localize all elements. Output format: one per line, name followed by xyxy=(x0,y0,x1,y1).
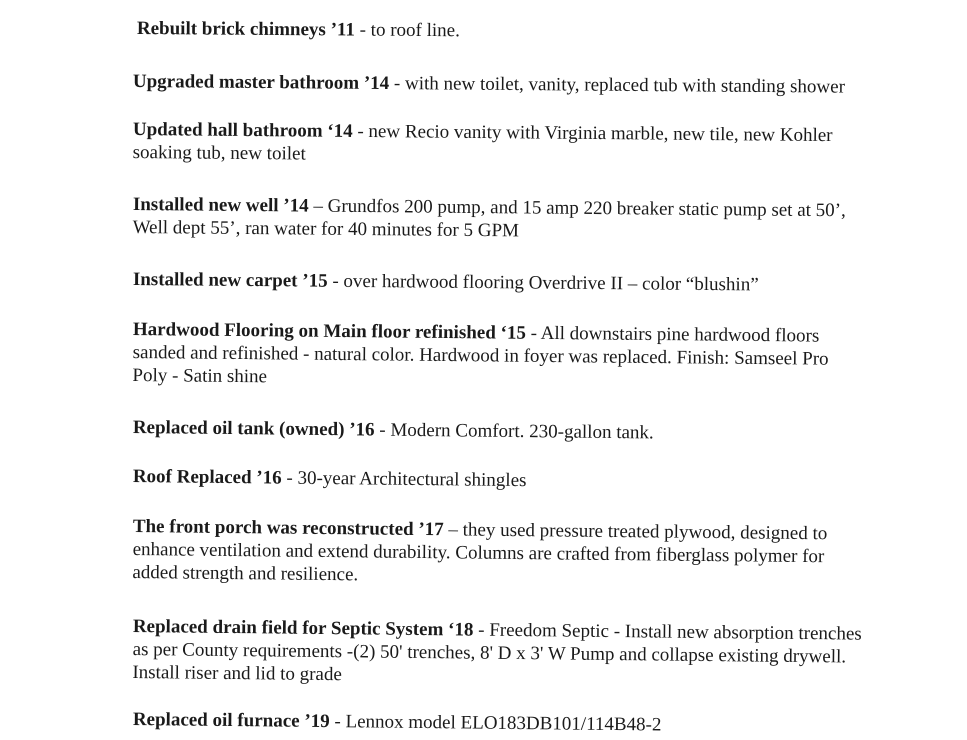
entry-title: Roof Replaced ’16 xyxy=(132,465,282,489)
entry-title: Replaced oil tank (owned) ’16 xyxy=(132,416,375,441)
entry-hall-bathroom xyxy=(133,118,963,171)
entry-title: Upgraded master bathroom ’14 xyxy=(132,70,390,95)
entry-drain-field xyxy=(132,615,963,693)
entry-oil-tank xyxy=(133,416,963,448)
entry-new-well xyxy=(133,193,963,246)
entry-hardwood-flooring xyxy=(132,318,963,395)
entry-line: enhance ventilation and extend durability. Columns are crafted from fiberglass polymer for xyxy=(132,538,825,568)
entry-text: – Grundfos 200 pump, and 15 amp 220 breaker static pump set at 50’, xyxy=(308,195,846,222)
entry-text: - new Recio vanity with Virginia marble, new tile, new Kohler xyxy=(352,120,833,147)
entry-title: Replaced drain field for Septic System ‘18 xyxy=(132,615,474,641)
entry-line xyxy=(133,465,963,497)
entry-title: Replaced oil furnace ’19 xyxy=(132,708,330,733)
entry-master-bathroom xyxy=(133,70,963,100)
entry-line xyxy=(133,268,963,298)
entry-roof xyxy=(133,465,963,497)
entry-title: Hardwood Flooring on Main floor refinished ‘15 xyxy=(132,318,527,344)
entry-text: - Lennox model ELO183DB101/114B48-2 xyxy=(329,711,662,736)
entry-line: sanded and refinished - natural color. Hardwood in foyer was replaced. Finish: Samseel Pro xyxy=(132,341,829,370)
entry-title: Updated hall bathroom ‘14 xyxy=(132,118,353,142)
entry-line: Well dept 55’, ran water for 40 minutes for 5 GPM xyxy=(132,216,520,242)
entry-text: – they used pressure treated plywood, designed to xyxy=(443,519,828,545)
entry-text: - Freedom Septic - Install new absorption trenches xyxy=(473,619,862,645)
entry-front-porch xyxy=(132,515,963,593)
entry-text: - to roof line. xyxy=(354,19,460,42)
entry-text: - with new toilet, vanity, replaced tub with standing shower xyxy=(389,73,846,98)
entry-text: - 30-year Architectural shingles xyxy=(281,467,527,492)
entry-title: The front porch was reconstructed ’17 xyxy=(132,515,444,541)
entry-text: - All downstairs pine hardwood floors xyxy=(525,322,820,347)
entry-line xyxy=(133,708,963,740)
entry-line: added strength and resilience. xyxy=(132,561,359,586)
entry-title: Installed new well ’14 xyxy=(132,193,309,217)
entry-title: Rebuilt brick chimneys ’11 xyxy=(136,17,355,41)
entry-line xyxy=(133,416,963,448)
entry-line: soaking tub, new toilet xyxy=(132,141,306,165)
entry-line xyxy=(133,70,963,100)
entry-new-carpet xyxy=(133,268,963,298)
entry-line: Install riser and lid to grade xyxy=(132,661,342,686)
entry-chimneys xyxy=(137,17,967,46)
entry-text: - Modern Comfort. 230-gallon tank. xyxy=(374,419,654,444)
entry-oil-furnace xyxy=(133,708,963,740)
entry-line: Poly - Satin shine xyxy=(132,364,268,388)
entry-title: Installed new carpet ’15 xyxy=(132,268,328,292)
entry-line xyxy=(137,17,967,46)
entry-text: - over hardwood flooring Overdrive II – color “blushin” xyxy=(327,270,759,296)
entry-line: as per County requirements -(2) 50' trenches, 8' D x 3' W Pump and collapse existing drywell. xyxy=(132,638,847,668)
